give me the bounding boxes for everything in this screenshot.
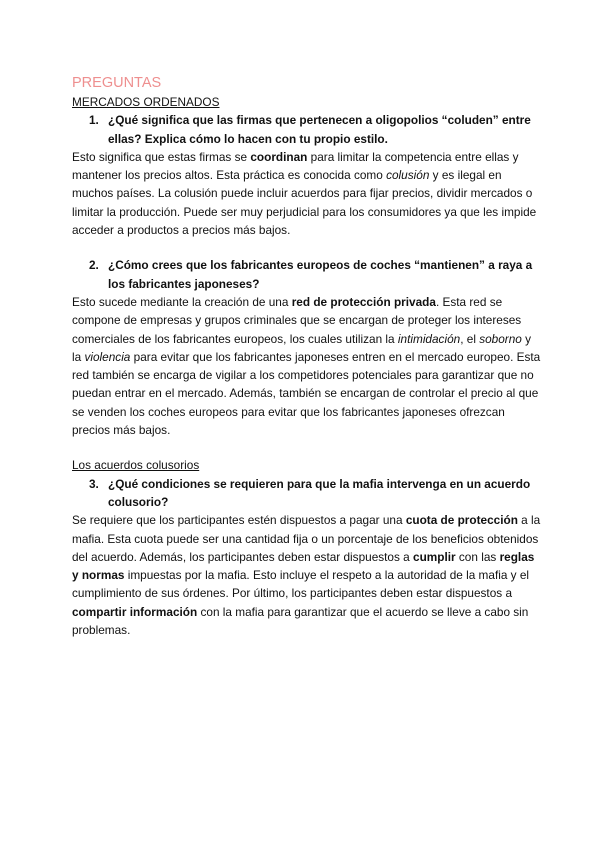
question-text: ¿Qué condiciones se requieren para que la mafia intervenga en un acuerdo colusorio? [108, 476, 531, 509]
question-2 [72, 256, 542, 293]
question-number: 3. [89, 476, 99, 491]
question-text: ¿Cómo crees que los fabricantes europeos de coches “mantienen” a raya a los fabricantes japoneses? [108, 258, 533, 291]
page-title: PREGUNTAS [72, 75, 162, 91]
question-3 [72, 475, 542, 512]
answer-emphasis: reglas y normas [72, 549, 535, 583]
answer-emphasis: cumplir [413, 549, 456, 564]
answer-3: Se requiere que los participantes estén dispuestos a pagar una cuota de protección a la mafia. Esta cuota puede ser una cantidad fija o un porcentaje de los beneficios obtenidos del acuerdo. Además, los participantes deben estar dispuestos a cumplir con las reglas y normas impuestas por la mafia. Esto incluye el respeto a la autoridad de la mafia y el cumplimiento de sus órdenes. Por último, los participantes deben estar dispuestos a compartir información con la mafia para garantizar que el acuerdo se lleve a cabo sin problemas. [72, 513, 541, 638]
answer-italic: colusión [386, 168, 430, 183]
question-number: 1. [89, 113, 99, 128]
answer-1: Esto significa que estas firmas se coordinan para limitar la competencia entre ellas y mantener los precios altos. Esta práctica es conocida como colusión y es ilegal en muchos países. La colusión puede incluir acuerdos para fijar precios, dividir mercados o limitar la producción. Puede ser muy perjudicial para los consumidores ya que les impide acceder a productos a precios más bajos. [72, 149, 537, 238]
section-heading-acuerdos: Los acuerdos colusorios [72, 458, 200, 473]
answer-emphasis: coordinan [250, 149, 308, 164]
answer-italic: soborno [479, 331, 522, 346]
section-heading-mercados: MERCADOS ORDENADOS [72, 95, 220, 109]
answer-emphasis: compartir información [72, 604, 198, 619]
answer-emphasis: cuota de protección [405, 513, 518, 528]
answer-emphasis: red de protección privada [291, 294, 436, 309]
answer-italic: violencia [84, 349, 131, 364]
document-body [72, 74, 542, 639]
answer-italic: intimidación [397, 331, 461, 346]
question-number: 2. [89, 258, 99, 273]
answer-2: Esto sucede mediante la creación de una red de protección privada. Esta red se compone de empresas y grupos criminales que se encargan de proteger los intereses comerciales de los fabricantes europeos, los cuales utilizan la intimidación, el soborno y la violencia para evitar que los fabricantes japoneses entren en el mercado europeo. Esta red también se encarga de vigilar a los competidores potenciales para garantizar que no puedan entrar en el mercado. Además, también se encargan de controlar el precio al que se venden los coches europeos para evitar que los fabricantes japoneses ofrezcan precios más bajos. [72, 294, 541, 438]
question-1 [72, 111, 542, 148]
question-text: ¿Qué significa que las firmas que pertenecen a oligopolios “coluden” entre ellas? Explica cómo lo hacen con tu propio estilo. [108, 113, 531, 146]
